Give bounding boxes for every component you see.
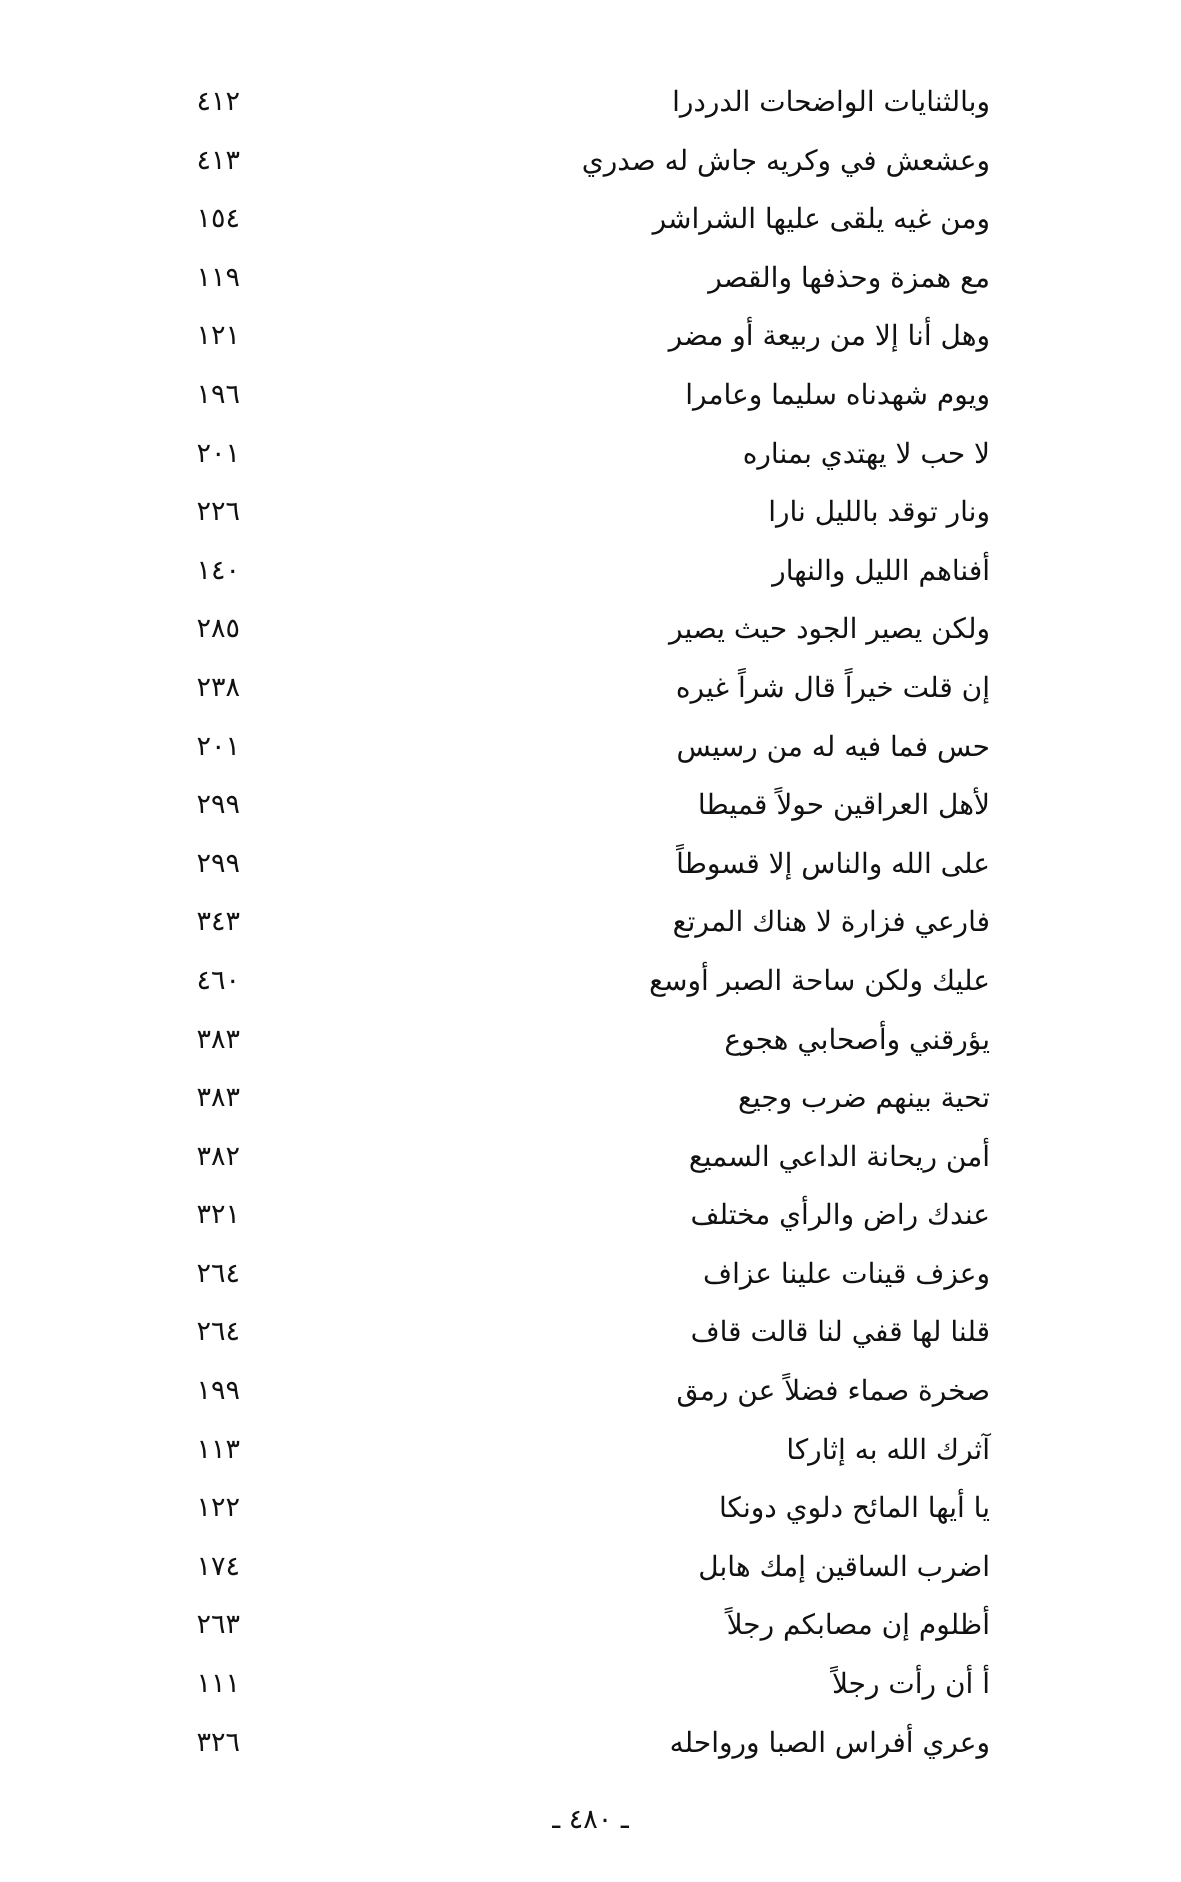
verse-text: أمن ريحانة الداعي السميع bbox=[688, 1139, 990, 1173]
page-reference: ٢٦٤ bbox=[196, 1316, 240, 1348]
index-row bbox=[150, 1306, 990, 1365]
page-reference: ١٢٢ bbox=[196, 1492, 240, 1524]
verse-text: أظلوم إن مصابكم رجلاً bbox=[726, 1608, 990, 1642]
verse-text: لا حب لا يهتدي بمناره bbox=[742, 436, 990, 470]
verse-text: اضرب الساقين إمك هابل bbox=[698, 1549, 990, 1583]
page-reference: ٣٨٢ bbox=[196, 1140, 240, 1172]
verse-text: لأهل العراقين حولاً قميطا bbox=[697, 788, 990, 822]
page-reference: ٣٨٣ bbox=[196, 1023, 240, 1055]
verse-text: أفناهم الليل والنهار bbox=[772, 553, 990, 587]
index-row bbox=[150, 1717, 990, 1776]
verse-text: على الله والناس إلا قسوطاً bbox=[676, 846, 990, 880]
verse-text: ومن غيه يلقى عليها الشراشر bbox=[652, 202, 990, 236]
page-reference: ١٥٤ bbox=[196, 203, 240, 235]
index-row bbox=[150, 1599, 990, 1658]
index-row bbox=[150, 955, 990, 1014]
index-row bbox=[150, 1424, 990, 1483]
index-row bbox=[150, 369, 990, 428]
page-reference: ٢٢٦ bbox=[196, 496, 240, 528]
verse-text: قلنا لها قفي لنا قالت قاف bbox=[690, 1315, 990, 1349]
verse-text: فارعي فزارة لا هناك المرتع bbox=[672, 905, 990, 939]
page-reference: ١١١ bbox=[196, 1668, 240, 1700]
verse-text: عندك راض والرأي مختلف bbox=[690, 1198, 990, 1232]
verse-text: وهل أنا إلا من ربيعة أو مضر bbox=[668, 319, 990, 353]
page-reference: ٣٢١ bbox=[196, 1199, 240, 1231]
index-row bbox=[150, 1541, 990, 1600]
index-row bbox=[150, 1365, 990, 1424]
index-row bbox=[150, 603, 990, 662]
verse-text: وعري أفراس الصبا ورواحله bbox=[669, 1725, 990, 1759]
index-row bbox=[150, 1072, 990, 1131]
index-row bbox=[150, 721, 990, 780]
page-reference: ١١٩ bbox=[196, 261, 240, 293]
verse-text: صخرة صماء فضلاً عن رمق bbox=[676, 1374, 990, 1408]
index-row bbox=[150, 1658, 990, 1717]
index-row bbox=[150, 779, 990, 838]
page-reference: ١٩٦ bbox=[196, 378, 240, 410]
page-reference: ٤١٢ bbox=[196, 86, 240, 117]
verse-text: إن قلت خيراً قال شراً غيره bbox=[675, 670, 990, 704]
index-row bbox=[150, 310, 990, 369]
page-reference: ٤١٣ bbox=[196, 144, 240, 176]
verse-index-list bbox=[150, 76, 990, 1775]
page-reference: ١٤٠ bbox=[196, 554, 240, 586]
page-reference: ٢٩٩ bbox=[196, 847, 240, 879]
index-row bbox=[150, 838, 990, 897]
index-row bbox=[150, 135, 990, 194]
index-row bbox=[150, 428, 990, 487]
index-row bbox=[150, 193, 990, 252]
page-reference: ١٧٤ bbox=[196, 1550, 240, 1582]
page-reference: ٢٠١ bbox=[196, 730, 240, 762]
index-row bbox=[150, 1131, 990, 1190]
page-reference: ١١٣ bbox=[196, 1433, 240, 1465]
page-reference: ١٩٩ bbox=[196, 1375, 240, 1407]
verse-text: تحية بينهم ضرب وجيع bbox=[737, 1081, 990, 1115]
index-row bbox=[150, 76, 990, 135]
page-reference: ٢٦٣ bbox=[196, 1609, 240, 1641]
verse-text: ويوم شهدناه سليما وعامرا bbox=[685, 377, 990, 411]
page-reference: ٣٨٣ bbox=[196, 1082, 240, 1114]
page-reference: ٤٦٠ bbox=[196, 964, 240, 996]
index-row bbox=[150, 1189, 990, 1248]
page-reference: ٣٢٦ bbox=[196, 1726, 240, 1758]
verse-text: ونار توقد بالليل نارا bbox=[768, 495, 990, 529]
index-row bbox=[150, 1248, 990, 1307]
page-reference: ٢٣٨ bbox=[196, 671, 240, 703]
verse-text: وبالثنايات الواضحات الدردرا bbox=[672, 85, 990, 118]
page-reference: ٣٤٣ bbox=[196, 906, 240, 938]
index-row bbox=[150, 545, 990, 604]
index-row bbox=[150, 1482, 990, 1541]
verse-text: أ أن رأت رجلاً bbox=[831, 1667, 990, 1701]
index-row bbox=[150, 486, 990, 545]
verse-text: آثرك الله به إثاركا bbox=[786, 1432, 990, 1466]
page-number: ـ ٤٨٠ ـ bbox=[552, 1804, 629, 1835]
verse-text: يا أيها المائح دلوي دونكا bbox=[719, 1491, 990, 1525]
page-reference: ٢٩٩ bbox=[196, 789, 240, 821]
index-row bbox=[150, 896, 990, 955]
index-row bbox=[150, 662, 990, 721]
verse-text: مع همزة وحذفها والقصر bbox=[708, 260, 990, 294]
verse-text: عليك ولكن ساحة الصبر أوسع bbox=[649, 963, 990, 997]
verse-text: يؤرقني وأصحابي هجوع bbox=[724, 1022, 990, 1056]
index-row bbox=[150, 1014, 990, 1073]
page-reference: ٢٦٤ bbox=[196, 1257, 240, 1289]
page-reference: ٢٨٥ bbox=[196, 613, 240, 645]
index-row bbox=[150, 252, 990, 311]
verse-text: حس فما فيه له من رسيس bbox=[676, 729, 990, 763]
verse-text: وعشعش في وكريه جاش له صدري bbox=[581, 143, 990, 177]
verse-text: وعزف قينات علينا عزاف bbox=[703, 1256, 990, 1290]
page-reference: ١٢١ bbox=[196, 320, 240, 352]
verse-text: ولكن يصير الجود حيث يصير bbox=[669, 612, 990, 646]
page-reference: ٢٠١ bbox=[196, 437, 240, 469]
